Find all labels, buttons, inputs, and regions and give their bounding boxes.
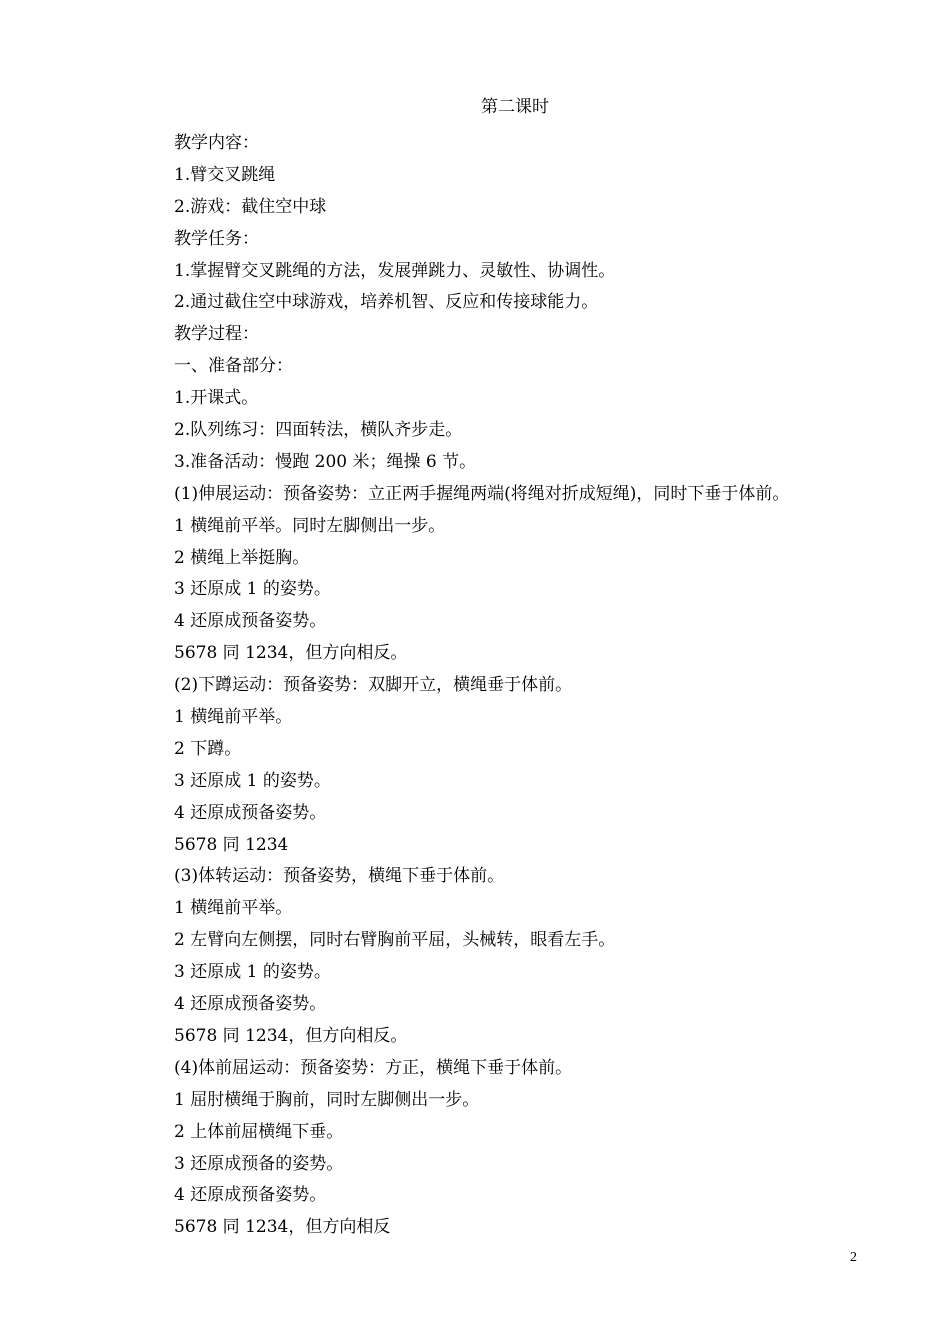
exercise-step: 1 横绳前平举。 [174, 707, 293, 728]
content-item: 1.臂交叉跳绳 [174, 164, 276, 185]
exercise-step: 5678 同 1234，但方向相反。 [174, 643, 408, 664]
exercise-step: 4 还原成预备姿势。 [174, 1185, 327, 1206]
exercise-step: 3 还原成 1 的姿势。 [174, 579, 331, 600]
exercise-step: 1 横绳前平举。同时左脚侧出一步。 [174, 515, 446, 536]
exercise-heading: (2)下蹲运动：预备姿势：双脚开立，横绳垂于体前。 [174, 675, 573, 696]
exercise-step: 2 横绳上举挺胸。 [174, 547, 310, 568]
exercise-step: 4 还原成预备姿势。 [174, 802, 327, 823]
exercise-step: 2 上体前屈横绳下垂。 [174, 1121, 344, 1142]
process-item: 3.准备活动：慢跑 200 米；绳操 6 节。 [174, 451, 477, 472]
exercise-step: 5678 同 1234 [174, 834, 289, 855]
page-number: 2 [850, 1250, 857, 1265]
exercise-step: 3 还原成 1 的姿势。 [174, 962, 331, 983]
exercise-step: 1 横绳前平举。 [174, 898, 293, 919]
section-heading-process: 教学过程： [174, 324, 259, 345]
lesson-body [174, 128, 914, 1244]
exercise-step: 3 还原成 1 的姿势。 [174, 770, 331, 791]
process-item: 1.开课式。 [174, 388, 259, 409]
exercise-step: 2 下蹲。 [174, 738, 242, 759]
content-item: 2.游戏：截住空中球 [174, 196, 327, 217]
exercise-heading: (4)体前屈运动：预备姿势：方正，横绳下垂于体前。 [174, 1057, 573, 1078]
exercise-step: 3 还原成预备的姿势。 [174, 1153, 344, 1174]
exercise-step: 4 还原成预备姿势。 [174, 994, 327, 1015]
exercise-step: 5678 同 1234，但方向相反。 [174, 1025, 408, 1046]
section-heading-tasks: 教学任务： [174, 228, 259, 249]
process-item: 2.队列练习：四面转法，横队齐步走。 [174, 420, 463, 441]
task-item: 1.掌握臂交叉跳绳的方法，发展弹跳力、灵敏性、协调性。 [174, 260, 616, 281]
exercise-heading: (1)伸展运动：预备姿势：立正两手握绳两端(将绳对折成短绳)，同时下垂于体前。 [174, 483, 790, 504]
exercise-heading: (3)体转运动：预备姿势，横绳下垂于体前。 [174, 866, 505, 887]
exercise-step: 5678 同 1234，但方向相反 [174, 1217, 391, 1238]
lesson-title: 第二课时 [481, 97, 549, 117]
exercise-step: 1 屈肘横绳于胸前，同时左脚侧出一步。 [174, 1089, 480, 1110]
exercise-step: 4 还原成预备姿势。 [174, 611, 327, 632]
part-heading: 一、准备部分： [174, 356, 293, 377]
task-item: 2.通过截住空中球游戏，培养机智、反应和传接球能力。 [174, 292, 599, 313]
exercise-step: 2 左臂向左侧摆，同时右臂胸前平屈，头械转，眼看左手。 [174, 930, 616, 951]
section-heading-content: 教学内容： [174, 133, 259, 153]
